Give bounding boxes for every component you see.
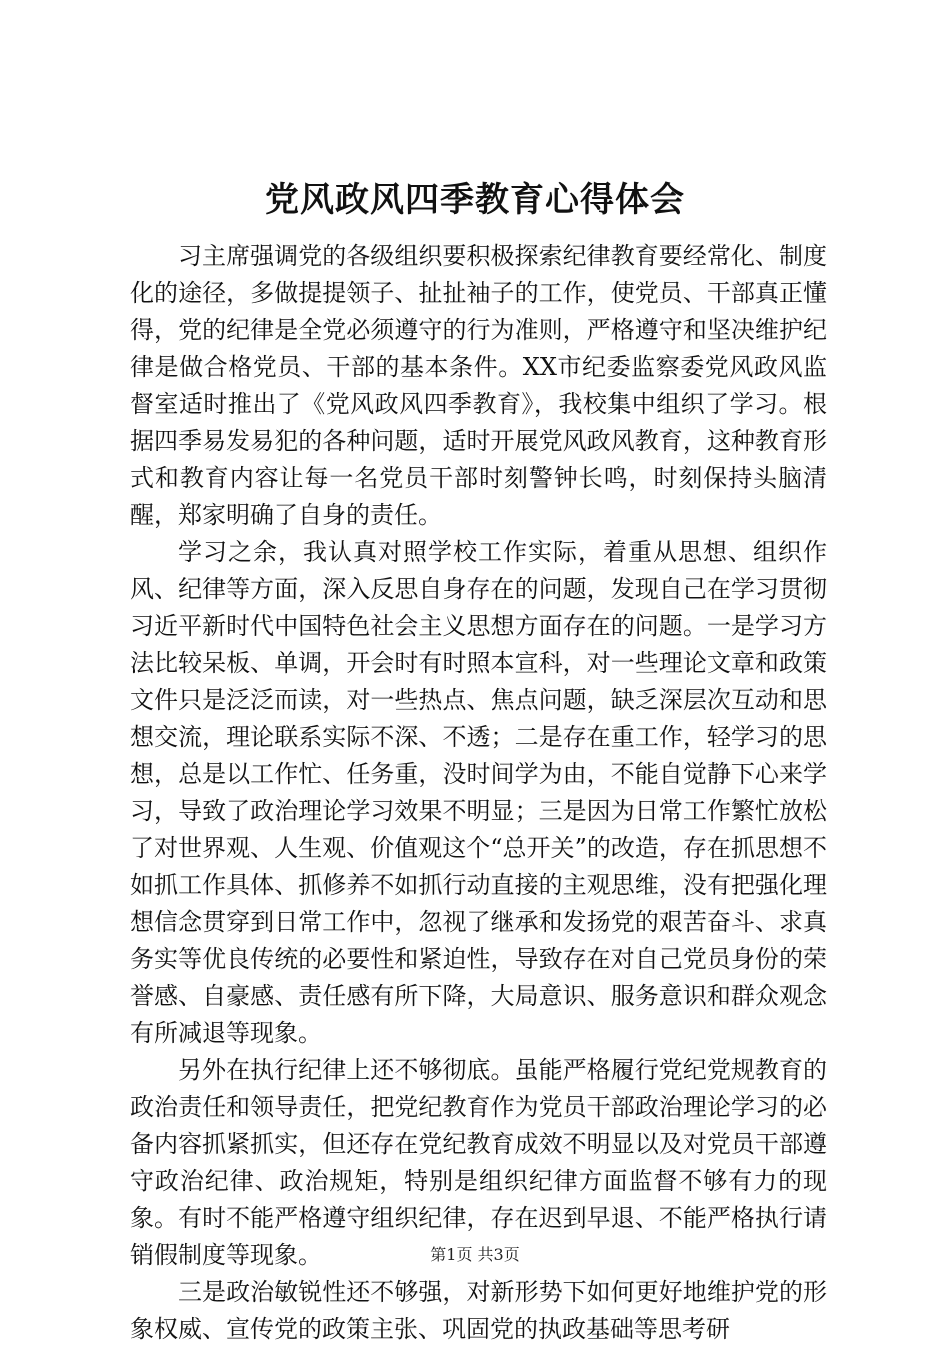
paragraph-2: 学习之余，我认真对照学校工作实际，着重从思想、组织作风、纪律等方面，深入反思自身存在的问题，发现自己在学习贯彻习近平新时代中国特色社会主义思想方面存在的问题。一是学习方法比较呆板、单调，开会时有时照本宣科，对一些理论文章和政策文件只是泛泛而读，对一些热点、焦点问题，缺乏深层次互动和思想交流，理论联系实际不深、不透；二是存在重工作，轻学习的思想，总是以工作忙、任务重，没时间学为由，不能自觉静下心来学习，导致了政治理论学习效果不明显；三是因为日常工作繁忙放松了对世界观、人生观、价值观这个“总开关”的改造，存在抓思想不如抓工作具体、抓修养不如抓行动直接的主观思维，没有把强化理想信念贯穿到日常工作中，忽视了继承和发扬党的艰苦奋斗、求真务实等优良传统的必要性和紧迫性，导致存在对自己党员身份的荣誉感、自豪感、责任感有所下降，大局意识、服务意识和群众观念有所减退等现象。	[130, 538, 827, 1047]
document-body	[130, 238, 827, 1348]
page-number-footer: 第1页 共3页	[430, 1245, 520, 1264]
paragraph-3: 另外在执行纪律上还不够彻底。虽能严格履行党纪党规教育的政治责任和领导责任，把党纪教育作为党员干部政治理论学习的必备内容抓紧抓实，但还存在党纪教育成效不明显以及对党员干部遵守政治纪律、政治规矩，特别是组织纪律方面监督不够有力的现象。有时不能严格遵守组织纪律，存在迟到早退、不能严格执行请销假制度等现象。	[130, 1056, 827, 1269]
document-title: 党风政风四季教育心得体会	[265, 180, 685, 220]
paragraph-1: 习主席强调党的各级组织要积极探索纪律教育要经常化、制度化的途径，多做提提领子、扯扯袖子的工作，使党员、干部真正懂得，党的纪律是全党必须遵守的行为准则，严格遵守和坚决维护纪律是做合格党员、干部的基本条件。XX市纪委监察委党风政风监督室适时推出了《党风政风四季教育》，我校集中组织了学习。根据四季易发易犯的各种问题，适时开展党风政风教育，这种教育形式和教育内容让每一名党员干部时刻警钟长鸣，时刻保持头脑清醒，郑家明确了自身的责任。	[130, 242, 827, 529]
paragraph-4: 三是政治敏锐性还不够强，对新形势下如何更好地维护党的形象权威、宣传党的政策主张、巩固党的执政基础等思考研	[130, 1278, 827, 1343]
